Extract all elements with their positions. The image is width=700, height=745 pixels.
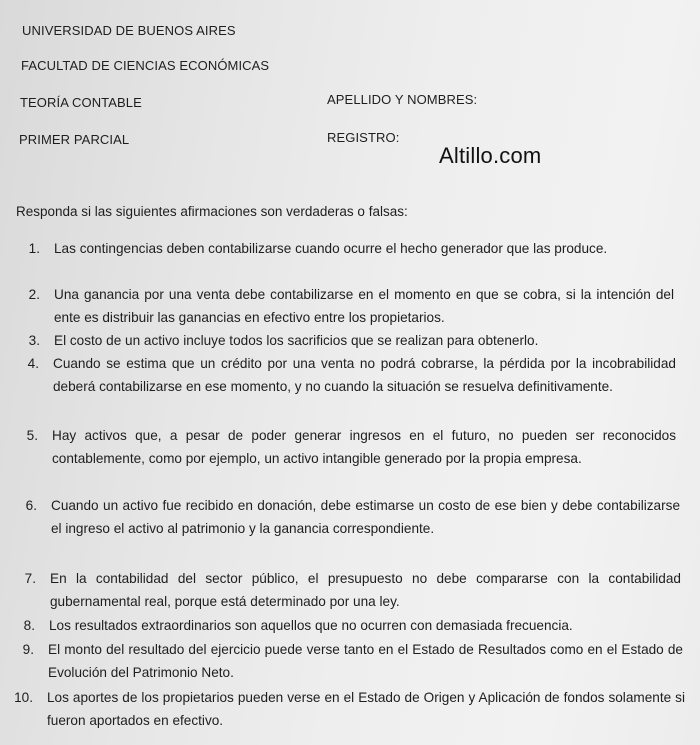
name-label: APELLIDO Y NOMBRES: xyxy=(327,92,478,107)
question-text: El monto del resultado del ejercicio puede verse tanto en el Estado de Resultados como en el Estado de Evolución del Patrimonio Neto. xyxy=(48,642,683,680)
question-number: 8. xyxy=(23,618,35,633)
question-text: Los aportes de los propietarios pueden verse en el Estado de Origen y Aplicación de fondos solamente si fueron aportados en efectivo. xyxy=(47,690,685,728)
question-text: Las contingencias deben contabilizarse cuando ocurre el hecho generador que las produce. xyxy=(54,241,608,256)
exam-name: PRIMER PARCIAL xyxy=(19,132,130,147)
question-text: En la contabilidad del sector público, el presupuesto no debe compararse con la contabilidad gubernamental real, porque está determinado por una ley. xyxy=(50,571,681,609)
watermark: Altillo.com xyxy=(439,143,542,168)
question-text: Los resultados extraordinarios son aquellos que no ocurren con demasiada frecuencia. xyxy=(49,618,573,633)
question-text: Cuando un activo fue recibido en donación, debe estimarse un costo de ese bien y debe contabilizarse el ingreso el activo al patrimonio y la ganancia correspondiente. xyxy=(51,498,680,536)
subject-name: TEORÍA CONTABLE xyxy=(20,95,142,110)
faculty-name: FACULTAD DE CIENCIAS ECONÓMICAS xyxy=(21,58,270,73)
question-number: 9. xyxy=(22,642,34,657)
instructions: Responda si las siguientes afirmaciones son verdaderas o falsas: xyxy=(16,204,408,219)
question-number: 5. xyxy=(26,428,38,443)
question-number: 6. xyxy=(25,498,37,513)
registry-label: REGISTRO: xyxy=(327,130,400,145)
question-number: 3. xyxy=(28,333,40,348)
question-text: Una ganancia por una venta debe contabilizarse en el momento en que se cobra, si la intención del ente es distribuir las ganancias en efectivo entre los propietarios. xyxy=(54,287,674,325)
question-number: 10. xyxy=(14,690,33,705)
question-text: Cuando se estima que un crédito por una venta no podrá cobrarse, la pérdida por la incobrabilidad deberá contabilizarse en ese momento, y no cuando la situación se resuelva definitivamente. xyxy=(53,356,676,394)
question-number: 7. xyxy=(24,571,36,586)
university-name: UNIVERSIDAD DE BUENOS AIRES xyxy=(22,23,236,38)
question-text: Hay activos que, a pesar de poder generar ingresos en el futuro, no pueden ser reconocidos contablemente, como por ejemplo, un activo intangible generado por la propia empresa. xyxy=(52,428,676,466)
question-text: El costo de un activo incluye todos los sacrificios que se realizan para obtenerlo. xyxy=(54,333,539,348)
question-number: 2. xyxy=(28,287,40,302)
question-number: 4. xyxy=(27,356,39,371)
question-number: 1. xyxy=(28,241,40,256)
